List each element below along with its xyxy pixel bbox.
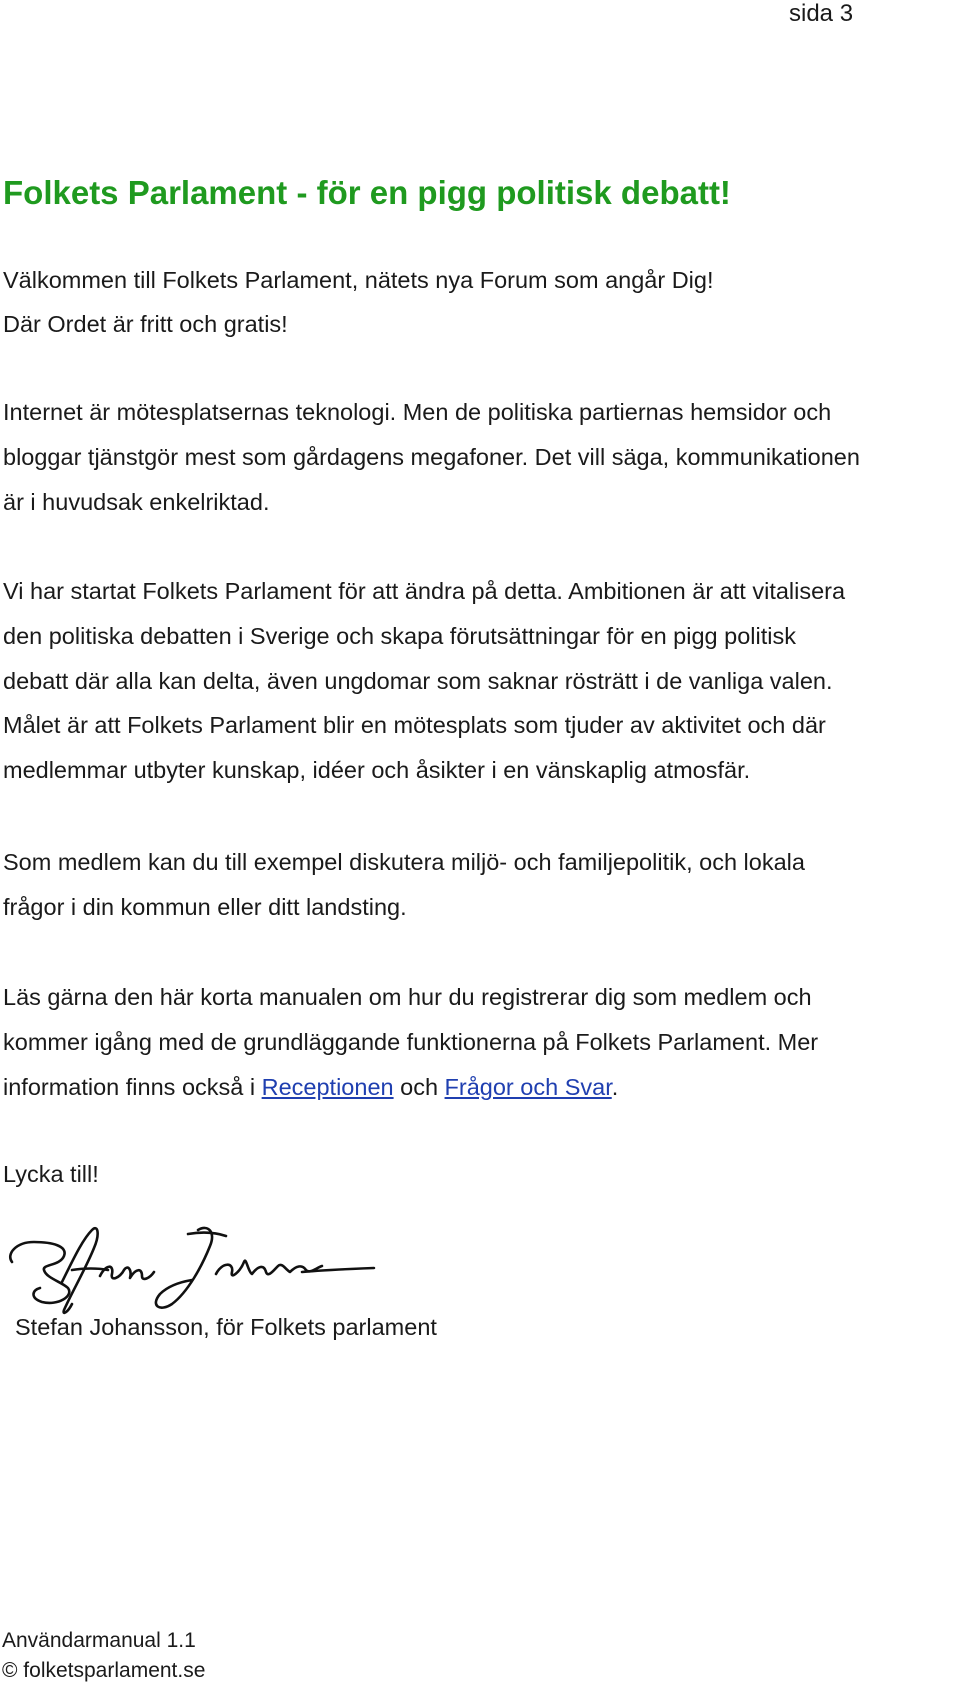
paragraph-line: medlemmar utbyter kunskap, idéer och åsikter i en vänskaplig atmosfär.	[3, 757, 751, 784]
paragraph-line: Vi har startat Folkets Parlament för att ändra på detta. Ambitionen är att vitalisera	[3, 578, 846, 604]
link-prefix-text: information finns också i	[3, 1074, 262, 1100]
paragraph-line: debatt där alla kan delta, även ungdomar som saknar rösträtt i de vanliga valen.	[3, 667, 833, 694]
member-paragraph	[3, 840, 953, 930]
manual-paragraph	[3, 975, 953, 1110]
paragraph-line: Välkommen till Folkets Parlament, nätets nya Forum som angår Dig!	[3, 267, 714, 293]
footer-version: Användarmanual 1.1	[2, 1629, 196, 1652]
paragraph-line: kommer igång med de grundläggande funktionerna på Folkets Parlament. Mer	[3, 1029, 819, 1055]
signature-stroke	[302, 1268, 374, 1272]
link-suffix-text: .	[611, 1074, 619, 1100]
footer-copyright: © folketsparlament.se	[2, 1659, 206, 1682]
page-number: sida 3	[789, 0, 854, 27]
closing-text: Lycka till!	[3, 1161, 99, 1187]
signature-stroke	[188, 1233, 226, 1236]
paragraph-line: Där Ordet är fritt och gratis!	[3, 311, 288, 337]
paragraph-line: Internet är mötesplatsernas teknologi. Men de politiska partiernas hemsidor och	[3, 399, 832, 425]
signature-stroke	[10, 1242, 69, 1303]
signature-stroke	[156, 1228, 212, 1308]
paragraph-line: den politiska debatten i Sverige och skapa förutsättningar för en pigg politisk	[3, 622, 796, 649]
paragraph-line: Läs gärna den här korta manualen om hur du registrerar dig som medlem och	[3, 984, 812, 1010]
intro-paragraph	[3, 390, 953, 524]
paragraph-line-with-links	[3, 1065, 953, 1110]
signature-stroke	[100, 1267, 154, 1279]
link-separator-text: och	[393, 1074, 445, 1100]
signature-image	[2, 1212, 402, 1317]
receptionen-link[interactable]: Receptionen	[261, 1074, 394, 1100]
paragraph-line: Målet är att Folkets Parlament blir en mötesplats som tjuder av aktivitet och där	[3, 712, 826, 739]
welcome-paragraph	[3, 258, 953, 346]
faq-link[interactable]: Frågor och Svar	[444, 1074, 612, 1100]
signature-stroke	[216, 1261, 322, 1276]
ambition-paragraph	[3, 569, 953, 793]
signer-name: Stefan Johansson, för Folkets parlament	[15, 1314, 437, 1340]
signature-stroke	[62, 1228, 98, 1313]
paragraph-line: frågor i din kommun eller ditt landsting.	[3, 893, 407, 920]
paragraph-line: Som medlem kan du till exempel diskutera miljö- och familjepolitik, och lokala	[3, 849, 805, 875]
paragraph-line: är i huvudsak enkelriktad.	[3, 488, 270, 515]
paragraph-line: bloggar tjänstgör mest som gårdagens megafoner. Det vill säga, kommunikationen	[3, 443, 860, 470]
page-title: Folkets Parlament - för en pigg politisk debatt!	[3, 174, 731, 211]
